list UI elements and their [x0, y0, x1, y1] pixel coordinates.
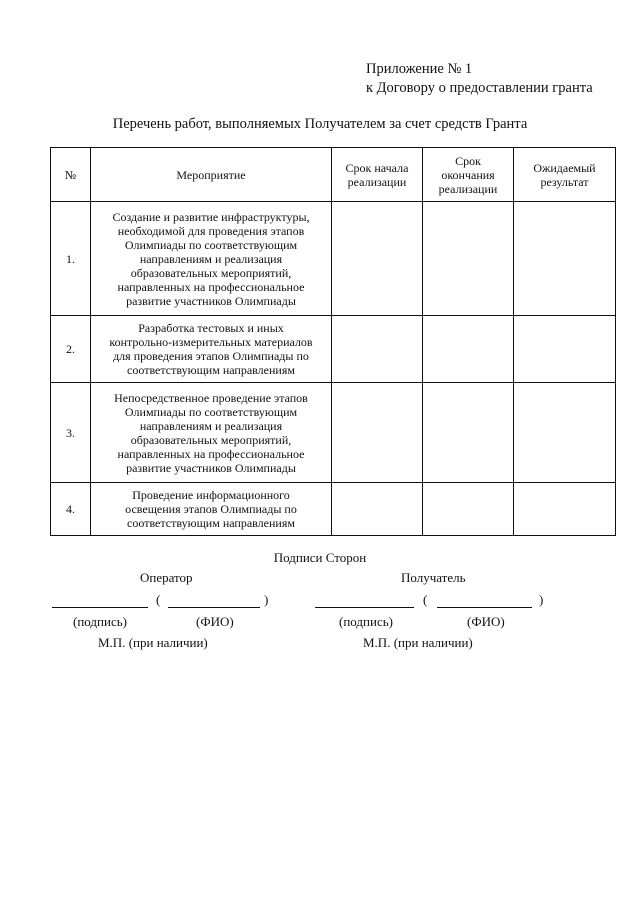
activity-line: Непосредственное проведение этапов [114, 390, 308, 405]
recipient-stamp-note: М.П. (при наличии) [363, 635, 473, 650]
table-row [51, 483, 616, 536]
activity-line: Создание и развитие инфраструктуры, [112, 209, 310, 224]
row-expected-result [514, 483, 616, 536]
activity-line: развитие участников Олимпиады [126, 460, 296, 475]
appendix-reference: к Договору о предоставлении гранта [366, 80, 593, 96]
row-expected-result [514, 202, 616, 316]
activity-line: Олимпиады по соответствующим [124, 404, 298, 419]
operator-signature-line [52, 607, 148, 608]
document-title: Перечень работ, выполняемых Получателем за счет средств Гранта [112, 116, 528, 132]
row-end-date [423, 483, 514, 536]
activity-line: Проведение информационного [132, 488, 290, 502]
row-expected-result [514, 316, 616, 383]
operator-paren-open: ( [156, 592, 161, 607]
row-activity [91, 383, 332, 483]
works-table [50, 147, 616, 536]
row-start-date [332, 316, 423, 383]
recipient-label: Получатель [401, 570, 466, 585]
activity-line: развитие участников Олимпиады [126, 293, 296, 308]
operator-paren-close: ) [264, 592, 269, 607]
row-end-date [423, 316, 514, 383]
activity-line: образовательных мероприятий, [130, 432, 292, 447]
row-number: 4. [51, 483, 91, 536]
row-start-date [332, 383, 423, 483]
appendix-number: Приложение № 1 [366, 61, 473, 77]
activity-line: соответствующим направлениям [127, 363, 295, 377]
appendix-header [366, 60, 593, 98]
row-activity [91, 202, 332, 316]
activity-line: Разработка тестовых и иных [138, 321, 284, 335]
activity-line: направленных на профессиональное [117, 279, 305, 294]
recipient-name-line [437, 607, 532, 608]
table-header-row [51, 148, 616, 202]
recipient-paren-open: ( [423, 592, 428, 607]
operator-stamp-note: М.П. (при наличии) [98, 635, 208, 650]
row-number: 1. [51, 202, 91, 316]
activity-line: соответствующим направлениям [127, 516, 295, 530]
row-number: 3. [51, 383, 91, 483]
header-expected-result: Ожидаемый результат [514, 148, 616, 202]
row-activity [91, 316, 332, 383]
row-start-date [332, 202, 423, 316]
recipient-name-caption: (ФИО) [467, 614, 505, 629]
row-end-date [423, 383, 514, 483]
activity-line: Олимпиады по соответствующим [124, 237, 298, 252]
activity-line: контрольно-измерительных материалов [109, 335, 313, 349]
operator-name-line [168, 607, 260, 608]
operator-signature-caption: (подпись) [73, 614, 127, 629]
header-activity: Мероприятие [91, 148, 332, 202]
header-end-date: Срок окончания реализации [423, 148, 514, 202]
operator-name-caption: (ФИО) [196, 614, 234, 629]
operator-label: Оператор [140, 570, 193, 585]
activity-line: направлениям и реализация [139, 251, 283, 266]
row-end-date [423, 202, 514, 316]
row-expected-result [514, 383, 616, 483]
recipient-paren-close: ) [539, 592, 544, 607]
signatures-title: Подписи Сторон [273, 550, 367, 565]
activity-line: направленных на профессиональное [117, 446, 305, 461]
table-row [51, 202, 616, 316]
table-row [51, 383, 616, 483]
activity-line: для проведения этапов Олимпиады по [113, 349, 309, 363]
table-row [51, 316, 616, 383]
header-start-date: Срок начала реализации [332, 148, 423, 202]
activity-line: направлениям и реализация [139, 418, 283, 433]
activity-line: освещения этапов Олимпиады по [125, 502, 297, 516]
activity-line: необходимой для проведения этапов [117, 223, 305, 238]
row-number: 2. [51, 316, 91, 383]
activity-line: образовательных мероприятий, [130, 265, 292, 280]
header-number: № [51, 148, 91, 202]
row-start-date [332, 483, 423, 536]
recipient-signature-line [315, 607, 414, 608]
recipient-signature-caption: (подпись) [339, 614, 393, 629]
row-activity [91, 483, 332, 536]
